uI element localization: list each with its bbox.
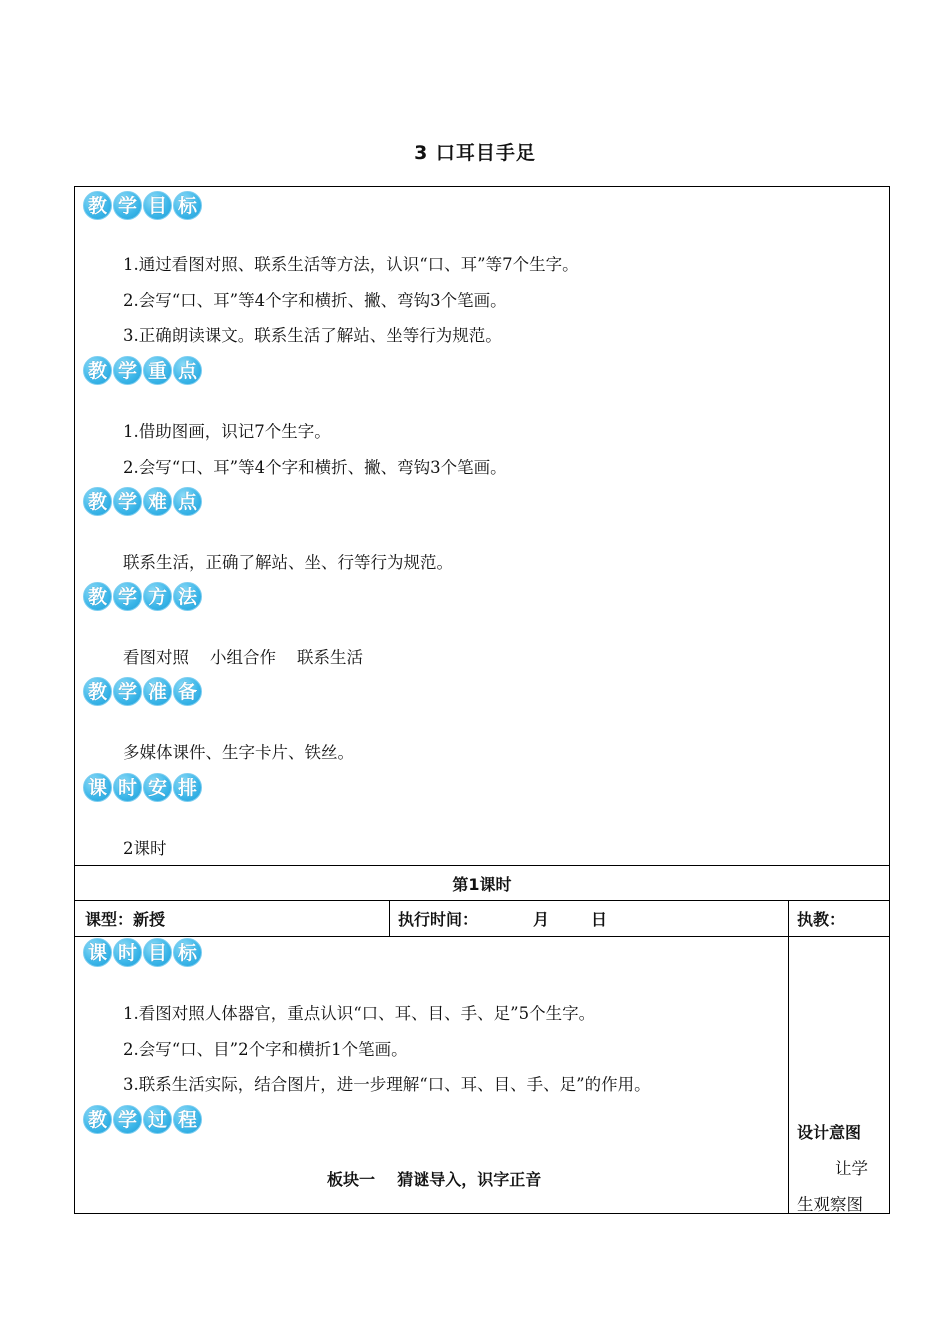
divider [75,936,889,937]
badge-char: 教 [83,487,112,516]
badge-char: 教 [83,1105,112,1134]
badge-char: 学 [113,191,142,220]
badge-char: 学 [113,1105,142,1134]
execution-time-label: 执行时间： [398,910,479,929]
badge-char: 标 [173,938,202,967]
day-label: 日 [591,910,608,929]
preparation-item-1: 多媒体课件、生字卡片、铁丝。 [123,743,354,762]
badge-char: 教 [83,356,112,385]
goal-item-2: 2.会写“口、耳”等4个字和横折、撇、弯钩3个笔画。 [123,291,507,310]
badge-char: 教 [83,582,112,611]
design-intent-line-1: 让学 [835,1159,868,1178]
objective-item-3: 3.联系生活实际，结合图片，进一步理解“口、耳、目、手、足”的作用。 [123,1075,651,1094]
divider [389,900,390,936]
divider [75,900,889,901]
badge-teaching-process [83,1105,202,1134]
badge-char: 时 [113,773,142,802]
badge-char: 学 [113,356,142,385]
badge-char: 教 [83,677,112,706]
badge-char: 排 [173,773,202,802]
difficulty-item-1: 联系生活，正确了解站、坐、行等行为规范。 [123,553,453,572]
key-point-item-1: 1.借助图画，识记7个生字。 [123,422,331,441]
badge-char: 学 [113,487,142,516]
objective-item-1: 1.看图对照人体器官，重点认识“口、耳、目、手、足”5个生字。 [123,1004,596,1023]
badge-char: 点 [173,487,202,516]
badge-char: 标 [173,191,202,220]
badge-char: 难 [143,487,172,516]
badge-char: 程 [173,1105,202,1134]
badge-char: 课 [83,938,112,967]
badge-char: 重 [143,356,172,385]
goal-item-3: 3.正确朗读课文。联系生活了解站、坐等行为规范。 [123,326,502,345]
badge-char: 学 [113,582,142,611]
page-title: 3 口耳目手足 [414,142,536,164]
badge-lesson-objectives [83,938,202,967]
badge-preparation [83,677,202,706]
badge-char: 教 [83,191,112,220]
divider [788,900,789,1214]
badge-char: 目 [143,938,172,967]
teacher-label: 执教： [797,910,846,929]
goal-item-1: 1.通过看图对照、联系生活等方法，认识“口、耳”等7个生字。 [123,255,579,274]
design-intent-heading: 设计意图 [797,1123,862,1142]
lesson-header: 第1课时 [452,875,512,894]
divider [75,865,889,866]
badge-char: 备 [173,677,202,706]
block-title: 板块一 猜谜导入，识字正音 [327,1170,542,1189]
badge-methods [83,582,202,611]
badge-char: 法 [173,582,202,611]
badge-char: 目 [143,191,172,220]
badge-char: 过 [143,1105,172,1134]
key-point-item-2: 2.会写“口、耳”等4个字和横折、撇、弯钩3个笔画。 [123,458,507,477]
objective-item-2: 2.会写“口、目”2个字和横折1个笔画。 [123,1040,408,1059]
badge-teaching-goals [83,191,202,220]
schedule-item-1: 2课时 [123,839,167,858]
badge-difficulties [83,487,202,516]
badge-char: 方 [143,582,172,611]
badge-char: 课 [83,773,112,802]
badge-schedule [83,773,202,802]
badge-char: 点 [173,356,202,385]
design-intent-line-2: 生观察图 [797,1195,863,1214]
month-label: 月 [533,910,550,929]
badge-char: 准 [143,677,172,706]
lesson-type: 课型：新授 [85,910,166,929]
lesson-plan-table [74,186,890,1214]
method-item-1: 看图对照 小组合作 联系生活 [123,648,363,667]
badge-char: 安 [143,773,172,802]
badge-char: 学 [113,677,142,706]
badge-key-points [83,356,202,385]
badge-char: 时 [113,938,142,967]
